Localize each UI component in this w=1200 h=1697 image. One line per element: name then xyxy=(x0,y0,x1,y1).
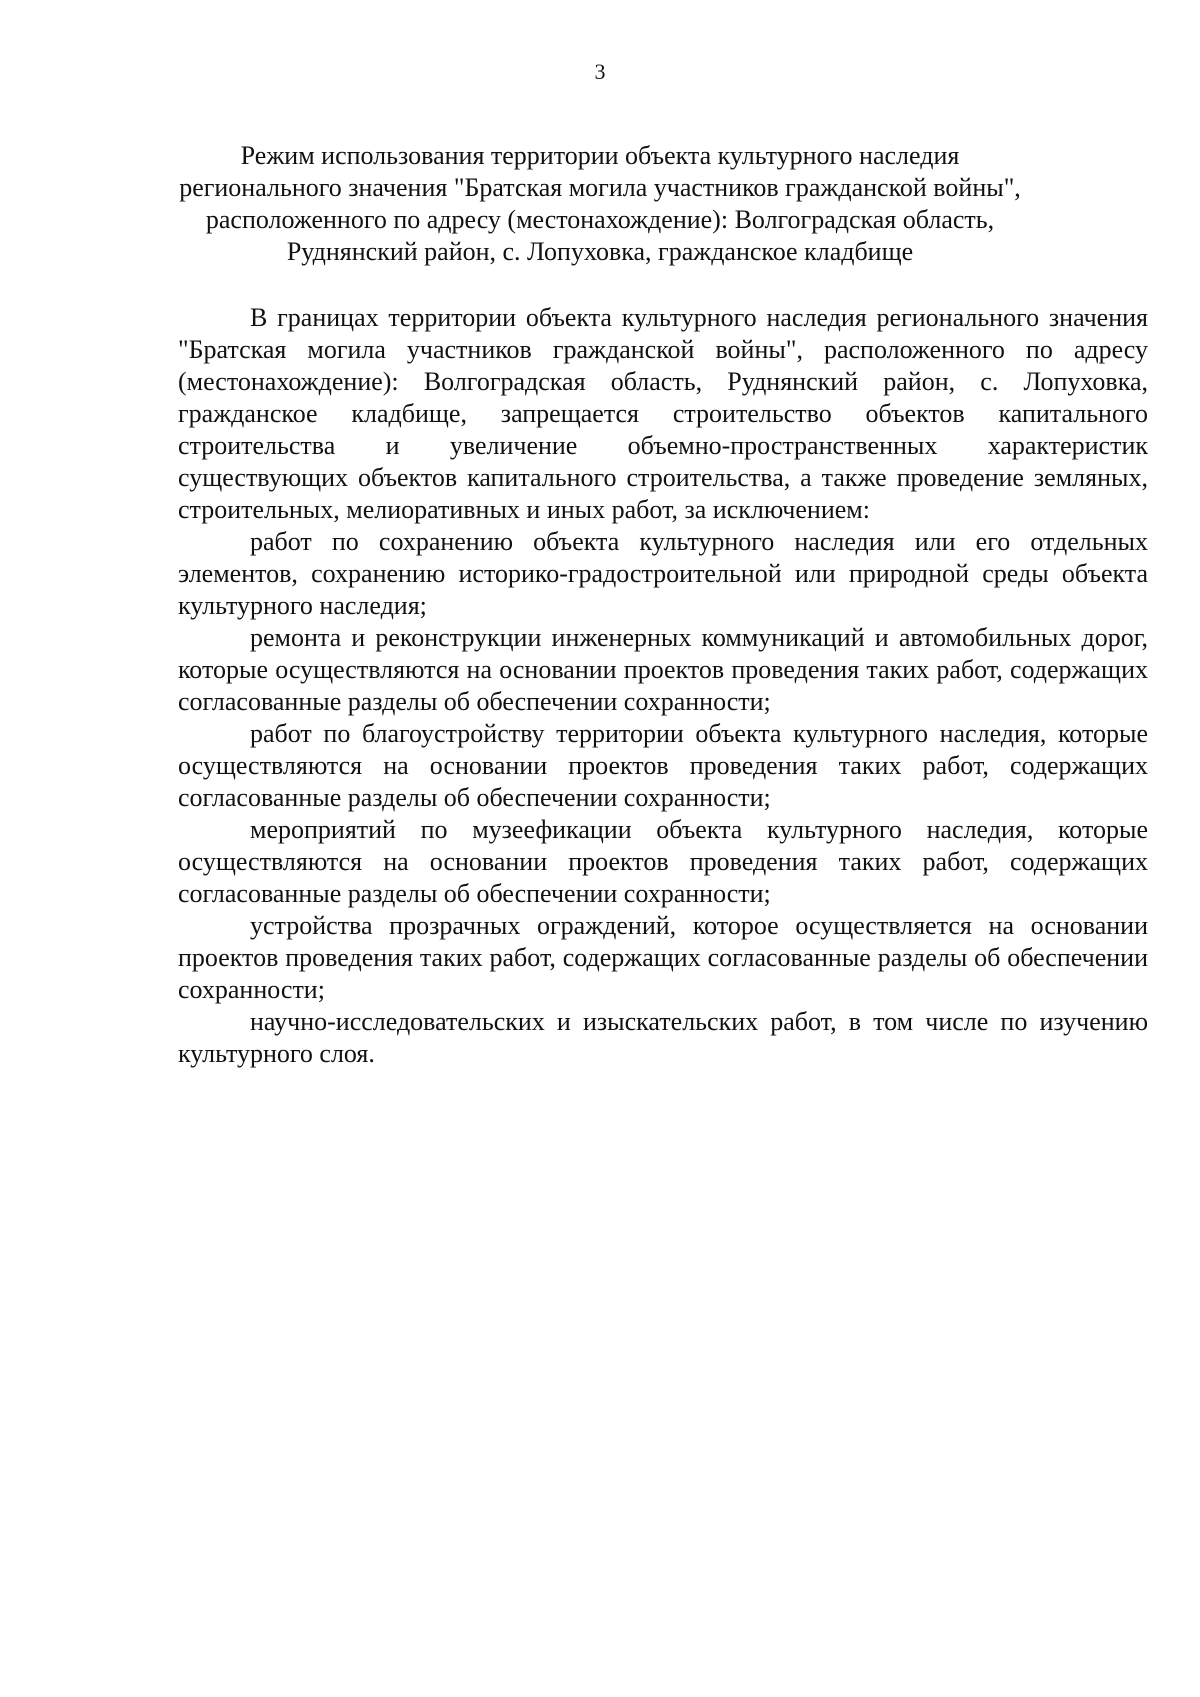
page-number: 3 xyxy=(594,59,606,84)
exception-item: ремонта и реконструкции инженерных коммуникаций и автомобильных дорог, которые осуществляются на основании проектов проведения таких работ, содержащих согласованные разделы об обеспечении сохранности; xyxy=(178,623,1148,716)
title-line: Руднянский район, с. Лопуховка, гражданское кладбище xyxy=(286,237,914,266)
exception-item: научно-исследовательских и изыскательских работ, в том числе по изучению культурного слоя. xyxy=(178,1007,1148,1068)
title-line: регионального значения "Братская могила участников гражданской войны", xyxy=(179,173,1021,202)
title-line: расположенного по адресу (местонахождение): Волгоградская область, xyxy=(205,205,995,234)
intro-paragraph: В границах территории объекта культурного наследия регионального значения "Братская могила участников гражданской войны", расположенного по адресу (местонахождение): Волгоградская область, Руднянский район, с. Лопуховка, гражданское кладбище, запрещается строительство объектов капитального строительства и увеличение объемно-пространственных характеристик существующих объектов капитального строительства, а также проведение земляных, строительных, мелиоративных и иных работ, за исключением: xyxy=(178,303,1148,524)
document-body xyxy=(178,302,1148,1070)
exception-item: устройства прозрачных ограждений, которое осуществляется на основании проектов проведения таких работ, содержащих согласованные разделы об обеспечении сохранности; xyxy=(178,911,1148,1004)
document-title xyxy=(150,140,1050,268)
title-line: Режим использования территории объекта культурного наследия xyxy=(240,141,960,170)
exception-item: работ по сохранению объекта культурного наследия или его отдельных элементов, сохранению историко-градостроительной или природной среды объекта культурного наследия; xyxy=(178,527,1148,620)
exception-item: мероприятий по музеефикации объекта культурного наследия, которые осуществляются на основании проектов проведения таких работ, содержащих согласованные разделы об обеспечении сохранности; xyxy=(178,815,1148,908)
exception-item: работ по благоустройству территории объекта культурного наследия, которые осуществляются на основании проектов проведения таких работ, содержащих согласованные разделы об обеспечении сохранности; xyxy=(178,719,1148,812)
